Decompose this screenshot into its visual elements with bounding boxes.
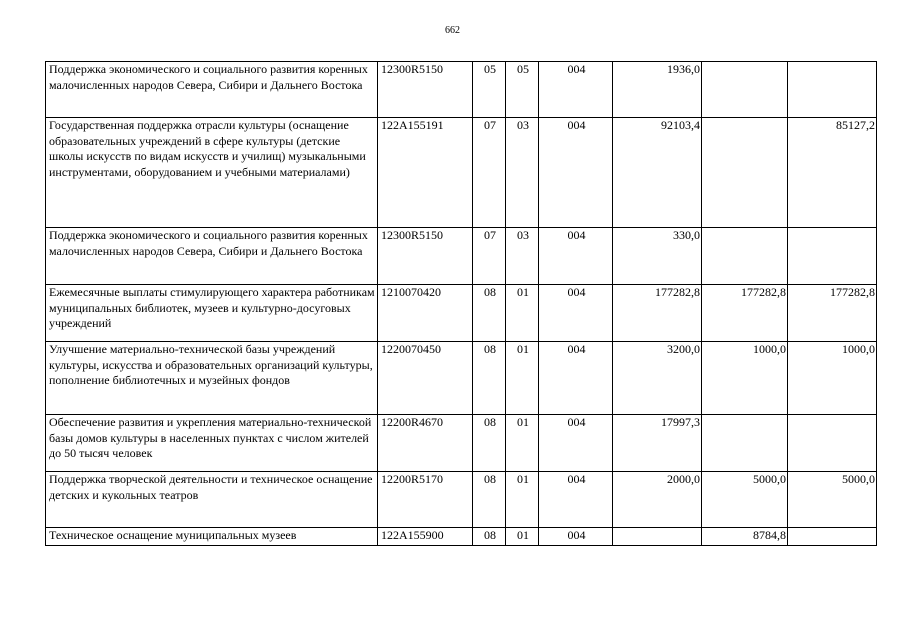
row-sum-3-cell — [788, 415, 877, 472]
table-row — [46, 118, 877, 228]
row-name-cell: Ежемесячные выплаты стимулирующего характера работникам муниципальных библиотек, музеев и культурно-досуговых учреждений — [46, 285, 378, 342]
row-sum-1-cell: 3200,0 — [613, 342, 702, 415]
row-name-cell: Поддержка творческой деятельности и техническое оснащение детских и кукольных театров — [46, 472, 378, 528]
row-sum-3-cell — [788, 62, 877, 118]
row-expense-type-cell: 004 — [539, 62, 613, 118]
row-section-cell: 08 — [473, 415, 506, 472]
table-row — [46, 285, 877, 342]
row-sum-1-cell — [613, 528, 702, 546]
row-subsection-cell: 05 — [506, 62, 539, 118]
row-sum-2-cell: 8784,8 — [702, 528, 788, 546]
row-code-cell: 1220070450 — [378, 342, 473, 415]
row-name-cell: Обеспечение развития и укрепления материально-технической базы домов культуры в населенных пунктах с числом жителей до 50 тысяч человек — [46, 415, 378, 472]
row-expense-type-cell: 004 — [539, 342, 613, 415]
row-sum-2-cell: 1000,0 — [702, 342, 788, 415]
row-sum-1-cell: 2000,0 — [613, 472, 702, 528]
row-subsection-cell: 01 — [506, 472, 539, 528]
table-row — [46, 472, 877, 528]
row-sum-3-cell: 1000,0 — [788, 342, 877, 415]
row-section-cell: 08 — [473, 472, 506, 528]
row-section-cell: 08 — [473, 342, 506, 415]
budget-table-body — [46, 62, 877, 546]
row-code-cell: 12200R5170 — [378, 472, 473, 528]
row-code-cell: 1210070420 — [378, 285, 473, 342]
page-number: 662 — [445, 25, 460, 36]
row-subsection-cell: 01 — [506, 285, 539, 342]
row-sum-3-cell — [788, 528, 877, 546]
row-expense-type-cell: 004 — [539, 472, 613, 528]
row-sum-1-cell: 330,0 — [613, 228, 702, 285]
row-section-cell: 05 — [473, 62, 506, 118]
row-sum-1-cell: 17997,3 — [613, 415, 702, 472]
row-sum-3-cell — [788, 228, 877, 285]
row-expense-type-cell: 004 — [539, 228, 613, 285]
row-name-cell: Государственная поддержка отрасли культуры (оснащение образовательных учреждений в сфере культуры (детские школы искусств по видам искусств и училищ) музыкальными инструментами, оборудованием и учебными материалами) — [46, 118, 378, 228]
row-sum-2-cell — [702, 228, 788, 285]
row-name-cell: Поддержка экономического и социального развития коренных малочисленных народов Севера, Сибири и Дальнего Востока — [46, 62, 378, 118]
row-sum-3-cell: 85127,2 — [788, 118, 877, 228]
row-sum-2-cell — [702, 415, 788, 472]
row-sum-2-cell — [702, 62, 788, 118]
row-expense-type-cell: 004 — [539, 285, 613, 342]
row-expense-type-cell: 004 — [539, 415, 613, 472]
row-sum-1-cell: 1936,0 — [613, 62, 702, 118]
row-subsection-cell: 01 — [506, 415, 539, 472]
row-expense-type-cell: 004 — [539, 118, 613, 228]
row-code-cell: 12200R4670 — [378, 415, 473, 472]
row-code-cell: 122A155900 — [378, 528, 473, 546]
table-row — [46, 528, 877, 546]
table-row — [46, 228, 877, 285]
table-row — [46, 415, 877, 472]
row-subsection-cell: 01 — [506, 342, 539, 415]
row-section-cell: 07 — [473, 228, 506, 285]
row-section-cell: 08 — [473, 528, 506, 546]
row-name-cell: Техническое оснащение муниципальных музеев — [46, 528, 378, 546]
row-section-cell: 08 — [473, 285, 506, 342]
row-sum-3-cell: 177282,8 — [788, 285, 877, 342]
row-sum-2-cell: 177282,8 — [702, 285, 788, 342]
table-row — [46, 342, 877, 415]
row-subsection-cell: 03 — [506, 118, 539, 228]
row-section-cell: 07 — [473, 118, 506, 228]
row-expense-type-cell: 004 — [539, 528, 613, 546]
row-code-cell: 122A155191 — [378, 118, 473, 228]
row-sum-3-cell: 5000,0 — [788, 472, 877, 528]
row-sum-1-cell: 177282,8 — [613, 285, 702, 342]
row-subsection-cell: 03 — [506, 228, 539, 285]
row-subsection-cell: 01 — [506, 528, 539, 546]
row-code-cell: 12300R5150 — [378, 62, 473, 118]
row-sum-1-cell: 92103,4 — [613, 118, 702, 228]
row-sum-2-cell — [702, 118, 788, 228]
table-row — [46, 62, 877, 118]
budget-table — [45, 61, 877, 546]
row-name-cell: Поддержка экономического и социального развития коренных малочисленных народов Севера, Сибири и Дальнего Востока — [46, 228, 378, 285]
row-name-cell: Улучшение материально-технической базы учреждений культуры, искусства и образовательных организаций культуры, пополнение библиотечных и музейных фондов — [46, 342, 378, 415]
row-sum-2-cell: 5000,0 — [702, 472, 788, 528]
row-code-cell: 12300R5150 — [378, 228, 473, 285]
